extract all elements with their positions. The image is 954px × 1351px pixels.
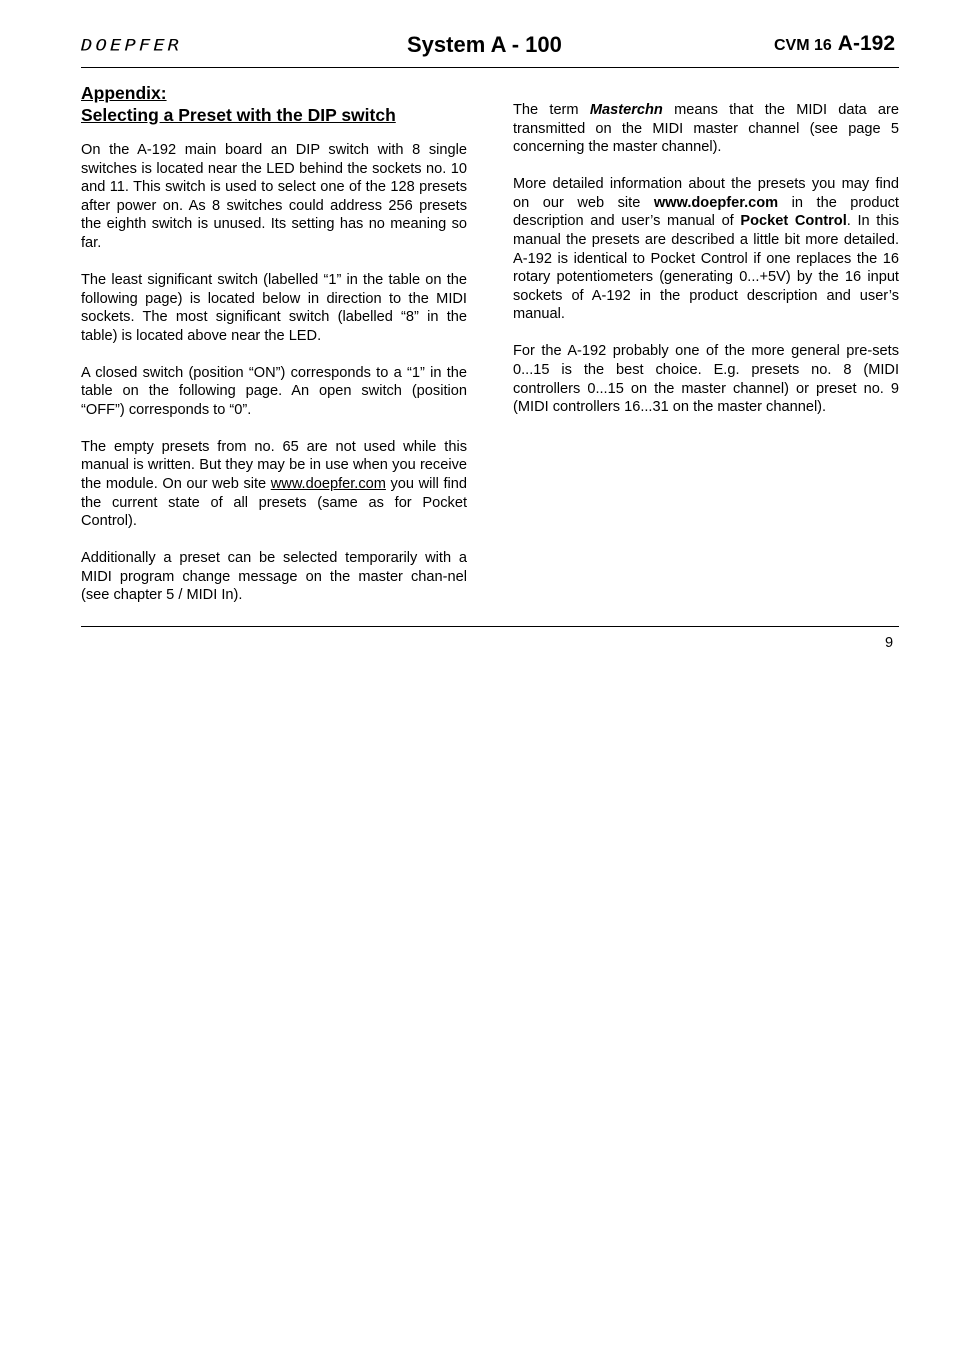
text-segment: you will find the current state of all presets (same as for Pocket Control). bbox=[81, 476, 467, 530]
module-number: A-192 bbox=[837, 32, 895, 55]
website-name: www.doepfer.com bbox=[653, 194, 779, 211]
left-column bbox=[81, 82, 467, 623]
footer-divider bbox=[81, 626, 899, 627]
module-id bbox=[774, 32, 895, 56]
term-masterchn: Masterchn bbox=[589, 102, 663, 118]
text-segment: means that the MIDI data are transmitted on the MIDI master channel (see page 5 concerning the master channel). bbox=[513, 102, 900, 156]
system-title: System A - 100 bbox=[407, 32, 562, 57]
product-name: Pocket Control bbox=[740, 213, 847, 230]
paragraph-program-change: Additionally a preset can be selected temporarily with a MIDI program change message on the master chan-nel (see chapter 5 / MIDI In). bbox=[81, 550, 467, 604]
text-segment: The term bbox=[513, 102, 590, 118]
paragraph-switch-position: A closed switch (position “ON”) corresponds to a “1” in the table on the following page. An open switch (position “OFF”) corresponds to “0”. bbox=[81, 364, 467, 418]
doepfer-website-link[interactable]: www.doepfer.com bbox=[270, 476, 386, 493]
paragraph-more-info bbox=[513, 175, 899, 324]
paragraph-masterchn bbox=[513, 101, 899, 157]
text-segment: in the product description and user’s manual of bbox=[513, 194, 899, 230]
text-segment: The empty presets from no. 65 are not used while this manual is written. But they may be in use when you receive the module. On our web site bbox=[81, 438, 467, 493]
module-code: CVM 16 bbox=[774, 37, 832, 54]
text-segment: More detailed information about the presets you may find on our web site bbox=[513, 176, 899, 211]
doepfer-logo: DOEPFER bbox=[81, 36, 183, 55]
page-header bbox=[81, 30, 899, 68]
text-segment: . In this manual the presets are described a little bit more detailed. A-192 is identical to Pocket Control if one replaces the 16 rotary potentiometers (generating 0...+5V) by the 16 input sockets of A-192 in the product description and user’s manual. bbox=[513, 213, 900, 323]
paragraph-switch-order: The least significant switch (labelled “1” in the table on the following page) is located below in direction to the MIDI sockets. The most significant switch (labelled “8” in the table) is located above near the LED. bbox=[81, 271, 467, 344]
section-heading bbox=[81, 82, 467, 126]
right-column bbox=[513, 101, 899, 435]
page-number: 9 bbox=[885, 635, 894, 651]
paragraph-dip-switch: On the A-192 main board an DIP switch with 8 single switches is located near the LED behind the sockets no. 10 and 11. This switch is used to select one of the 128 presets after power on. As 8 switches could address 256 presets the eighth switch is unused. Its setting has no meaning so far. bbox=[81, 142, 467, 251]
heading-line-title: Selecting a Preset with the DIP switch bbox=[81, 105, 396, 125]
heading-line-appendix: Appendix: bbox=[81, 83, 167, 103]
paragraph-empty-presets bbox=[81, 438, 467, 531]
paragraph-best-choice: For the A-192 probably one of the more general pre-sets 0...15 is the best choice. E.g. presets no. 8 (MIDI controllers 0...15 on the master channel) or preset no. 9 (MIDI controllers 16...31 on the master channel). bbox=[513, 343, 899, 416]
